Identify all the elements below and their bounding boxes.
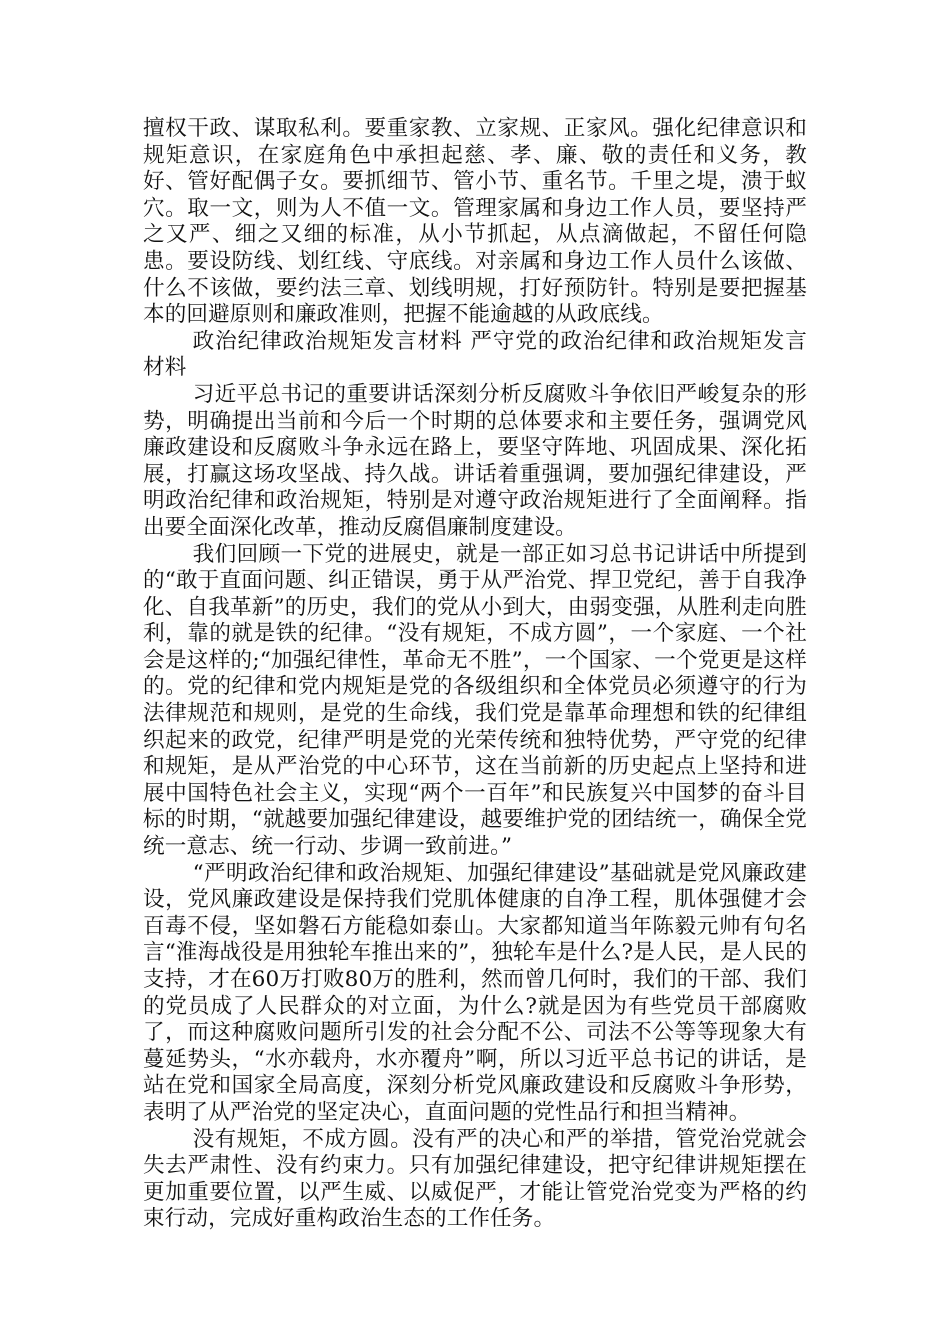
section-heading: 政治纪律政治规矩发言材料 严守党的政治纪律和政治规矩发言材料: [143, 328, 807, 381]
body-paragraph-5: 没有规矩，不成方圆。没有严的决心和严的举措，管党治党就会失去严肃性、没有约束力。只有加强纪律建设，把守纪律讲规矩摆在更加重要位置，以严生威、以威促严，才能让管党治党变为严格的约束行动，完成好重构政治生态的工作任务。: [143, 1126, 807, 1232]
body-paragraph-2: 习近平总书记的重要讲话深刻分析反腐败斗争依旧严峻复杂的形势，明确提出当前和今后一个时期的总体要求和主要任务，强调党风廉政建设和反腐败斗争永远在路上，要坚守阵地、巩固成果、深化拓展，打赢这场攻坚战、持久战。讲话着重强调，要加强纪律建设，严明政治纪律和政治规矩，特别是对遵守政治规矩进行了全面阐释。指出要全面深化改革，推动反腐倡廉制度建设。: [143, 381, 807, 540]
body-paragraph-1: 擅权干政、谋取私利。要重家教、立家规、正家风。强化纪律意识和规矩意识，在家庭角色中承担起慈、孝、廉、敬的责任和义务，教好、管好配偶子女。要抓细节、管小节、重名节。千里之堤，溃于蚁穴。取一文，则为人不值一文。管理家属和身边工作人员，要坚持严之又严、细之又细的标准，从小节抓起，从点滴做起，不留任何隐患。要设防线、划红线、守底线。对亲属和身边工作人员什么该做、什么不该做，要约法三章、划线明规，打好预防针。特别是要把握基本的回避原则和廉政准则，把握不能逾越的从政底线。: [143, 116, 807, 328]
body-paragraph-3: 我们回顾一下党的进展史，就是一部正如习总书记讲话中所提到的“敢于直面问题、纠正错误，勇于从严治党、捍卫党纪，善于自我净化、自我革新”的历史，我们的党从小到大，由弱变强，从胜利走向胜利，靠的就是铁的纪律。“没有规矩，不成方圆”，一个家庭、一个社会是这样的;“加强纪律性，革命无不胜”，一个国家、一个党更是这样的。党的纪律和党内规矩是党的各级组织和全体党员必须遵守的行为法律规范和规则，是党的生命线，我们党是靠革命理想和铁的纪律组织起来的政党，纪律严明是党的光荣传统和独特优势，严守党的纪律和规矩，是从严治党的中心环节，这在当前新的历史起点上坚持和进展中国特色社会主义，实现“两个一百年”和民族复兴中国梦的奋斗目标的时期，“就越要加强纪律建设，越要维护党的团结统一，确保全党统一意志、统一行动、步调一致前进。”: [143, 541, 807, 860]
body-paragraph-4: “严明政治纪律和政治规矩、加强纪律建设”基础就是党风廉政建设，党风廉政建设是保持我们党肌体健康的自净工程，肌体强健才会百毒不侵，坚如磐石方能稳如泰山。大家都知道当年陈毅元帅有句名言“淮海战役是用独轮车推出来的”，独轮车是什么?是人民，是人民的支持，才在60万打败80万的胜利，然而曾几何时，我们的干部、我们的党员成了人民群众的对立面，为什么?就是因为有些党员干部腐败了，而这种腐败问题所引发的社会分配不公、司法不公等等现象大有蔓延势头，“水亦载舟，水亦覆舟”啊，所以习近平总书记的讲话，是站在党和国家全局高度，深刻分析党风廉政建设和反腐败斗争形势，表明了从严治党的坚定决心，直面问题的党性品行和担当精神。: [143, 860, 807, 1125]
document-page: [143, 116, 807, 1233]
